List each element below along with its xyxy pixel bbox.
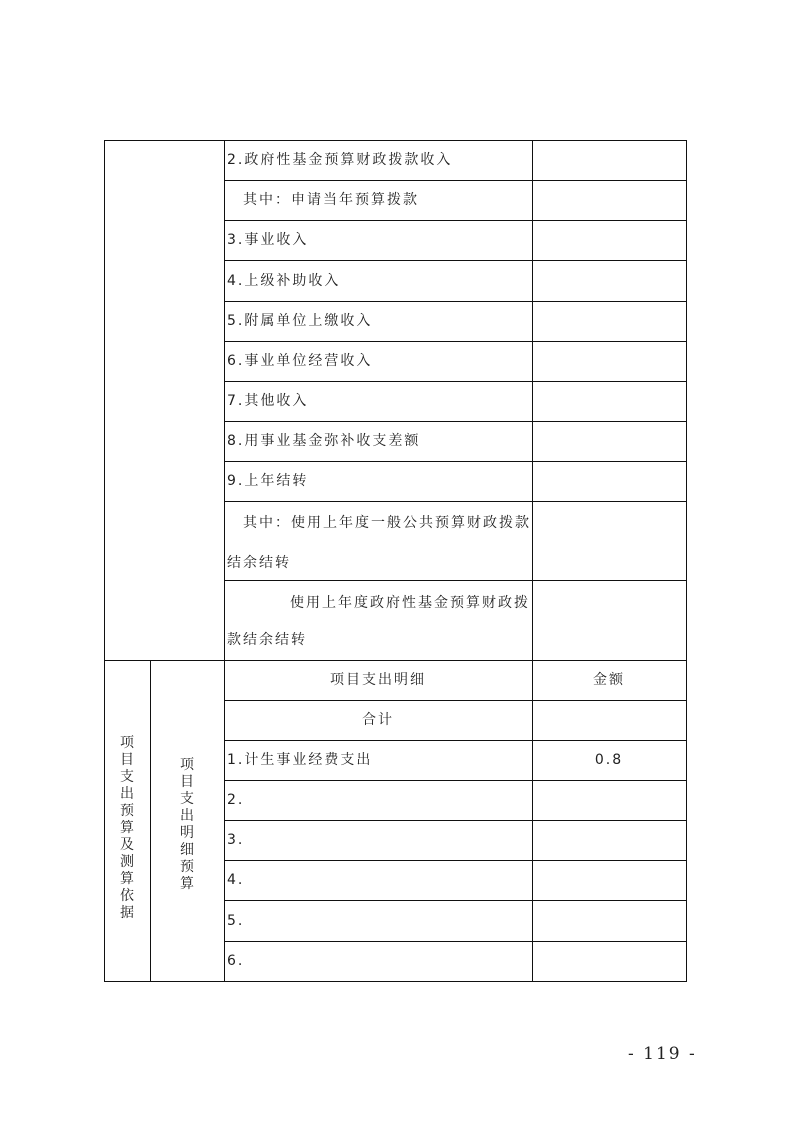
row-separator <box>224 900 687 901</box>
row-separator <box>224 580 687 581</box>
row-separator <box>224 501 687 502</box>
table-divider-label-col <box>224 140 225 982</box>
page-number: - 119 - <box>628 1044 697 1064</box>
row-separator <box>224 381 687 382</box>
row-separator <box>224 941 687 942</box>
carryover-general-line2: 结余结转 <box>227 555 291 571</box>
table-border-right <box>686 140 687 982</box>
total-label: 合计 <box>362 712 394 728</box>
table-border-top <box>104 140 687 141</box>
carryover-general-line1: 其中：使用上年度一般公共预算财政拨款 <box>243 515 531 531</box>
income-row-label: 其中：申请当年预算拨款 <box>243 192 419 208</box>
detail-row-label: 2. <box>227 792 245 808</box>
income-row-label: 4.上级补助收入 <box>227 273 341 289</box>
income-row-label: 8.用事业基金弥补收支差额 <box>227 433 421 449</box>
income-row-label: 2.政府性基金预算财政拨款收入 <box>227 152 453 168</box>
carryover-fund-line2: 款结余结转 <box>227 632 307 648</box>
row-separator <box>224 220 687 221</box>
section-inner-label <box>177 757 197 893</box>
header-amount: 金额 <box>593 672 625 688</box>
row-separator <box>224 341 687 342</box>
row-separator <box>224 820 687 821</box>
row-separator <box>224 780 687 781</box>
detail-row-label: 1.计生事业经费支出 <box>227 752 373 768</box>
header-detail: 项目支出明细 <box>330 672 426 688</box>
row-separator <box>224 301 687 302</box>
income-row-label: 7.其他收入 <box>227 393 309 409</box>
carryover-fund-line1: 使用上年度政府性基金预算财政拨 <box>290 595 530 611</box>
detail-row-label: 4. <box>227 872 245 888</box>
row-separator <box>224 421 687 422</box>
table-border-bottom <box>104 981 687 982</box>
detail-row-label: 3. <box>227 832 245 848</box>
section-outer-label <box>117 735 137 922</box>
detail-row-label: 6. <box>227 953 245 969</box>
table-border-left <box>104 140 105 982</box>
income-row-label: 3.事业收入 <box>227 232 309 248</box>
detail-row-label: 5. <box>227 913 245 929</box>
row-separator <box>224 260 687 261</box>
income-row-label: 5.附属单位上缴收入 <box>227 313 373 329</box>
row-separator <box>224 700 687 701</box>
table-section-divider <box>104 660 687 661</box>
income-row-label: 6.事业单位经营收入 <box>227 353 373 369</box>
income-row-label: 9.上年结转 <box>227 473 309 489</box>
detail-row-amount: 0.8 <box>594 752 624 768</box>
row-separator <box>224 461 687 462</box>
section-inner-label-text: 项目支出明细预算 <box>180 757 194 892</box>
table-divider-section-col <box>150 660 151 982</box>
row-separator <box>224 740 687 741</box>
section-outer-label-text: 项目支出预算及测算依据 <box>120 735 134 921</box>
row-separator <box>224 860 687 861</box>
row-separator <box>224 180 687 181</box>
table-divider-amount-col <box>532 140 533 982</box>
